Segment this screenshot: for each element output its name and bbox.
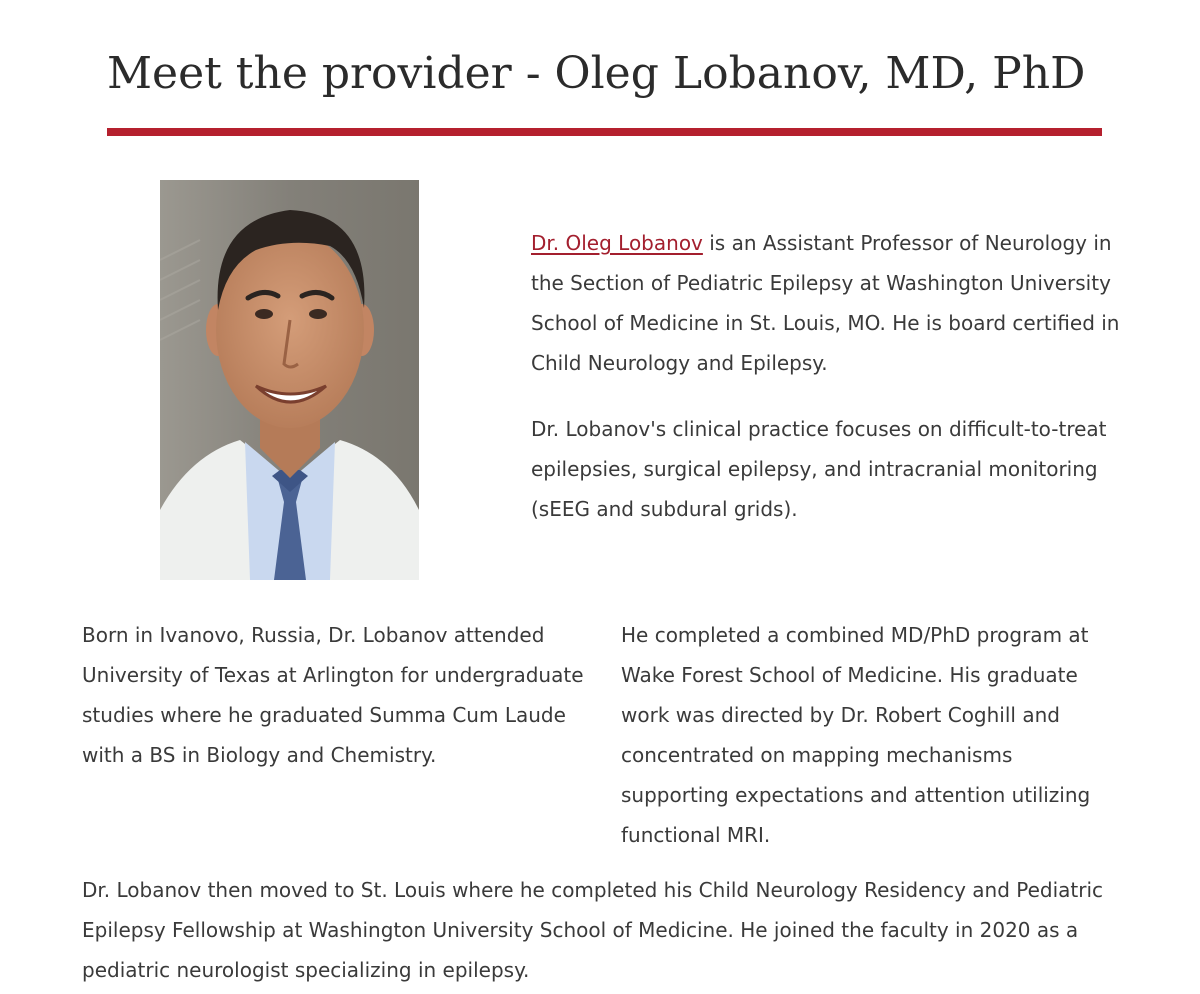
title-divider <box>107 128 1102 136</box>
provider-name-link[interactable]: Dr. Oleg Lobanov <box>531 231 703 255</box>
graduate-work-paragraph: He completed a combined MD/PhD program at Wake Forest School of Medicine. His graduate work was directed by Dr. Robert Coghill and concentrated on mapping mechanisms supporting expectations and attention utilizing functional MRI. <box>621 623 1091 847</box>
page-title: Meet the provider - Oleg Lobanov, MD, PhD <box>107 48 1086 99</box>
career-paragraph: Dr. Lobanov then moved to St. Louis where he completed his Child Neurology Residency and Pediatric Epilepsy Fellowship at Washington University School of Medicine. He joined the faculty in 2020 as a pediatric neurologist specializing in epilepsy. <box>82 878 1104 982</box>
provider-photo <box>160 180 419 580</box>
intro-paragraph <box>531 223 1131 383</box>
provider-portrait-icon <box>160 180 419 580</box>
intro-paragraph-text: is an Assistant Professor of Neurology in the Section of Pediatric Epilepsy at Washington University School of Medicine in St. Louis, MO. He is board certified in Child Neurology and Epilepsy. <box>531 231 1120 375</box>
clinical-practice-paragraph: Dr. Lobanov's clinical practice focuses on difficult-to-treat epilepsies, surgical epilepsy, and intracranial monitoring (sEEG and subdural grids). <box>531 417 1107 521</box>
education-paragraph: Born in Ivanovo, Russia, Dr. Lobanov attended University of Texas at Arlington for undergraduate studies where he graduated Summa Cum Laude with a BS in Biology and Chemistry. <box>82 623 584 767</box>
